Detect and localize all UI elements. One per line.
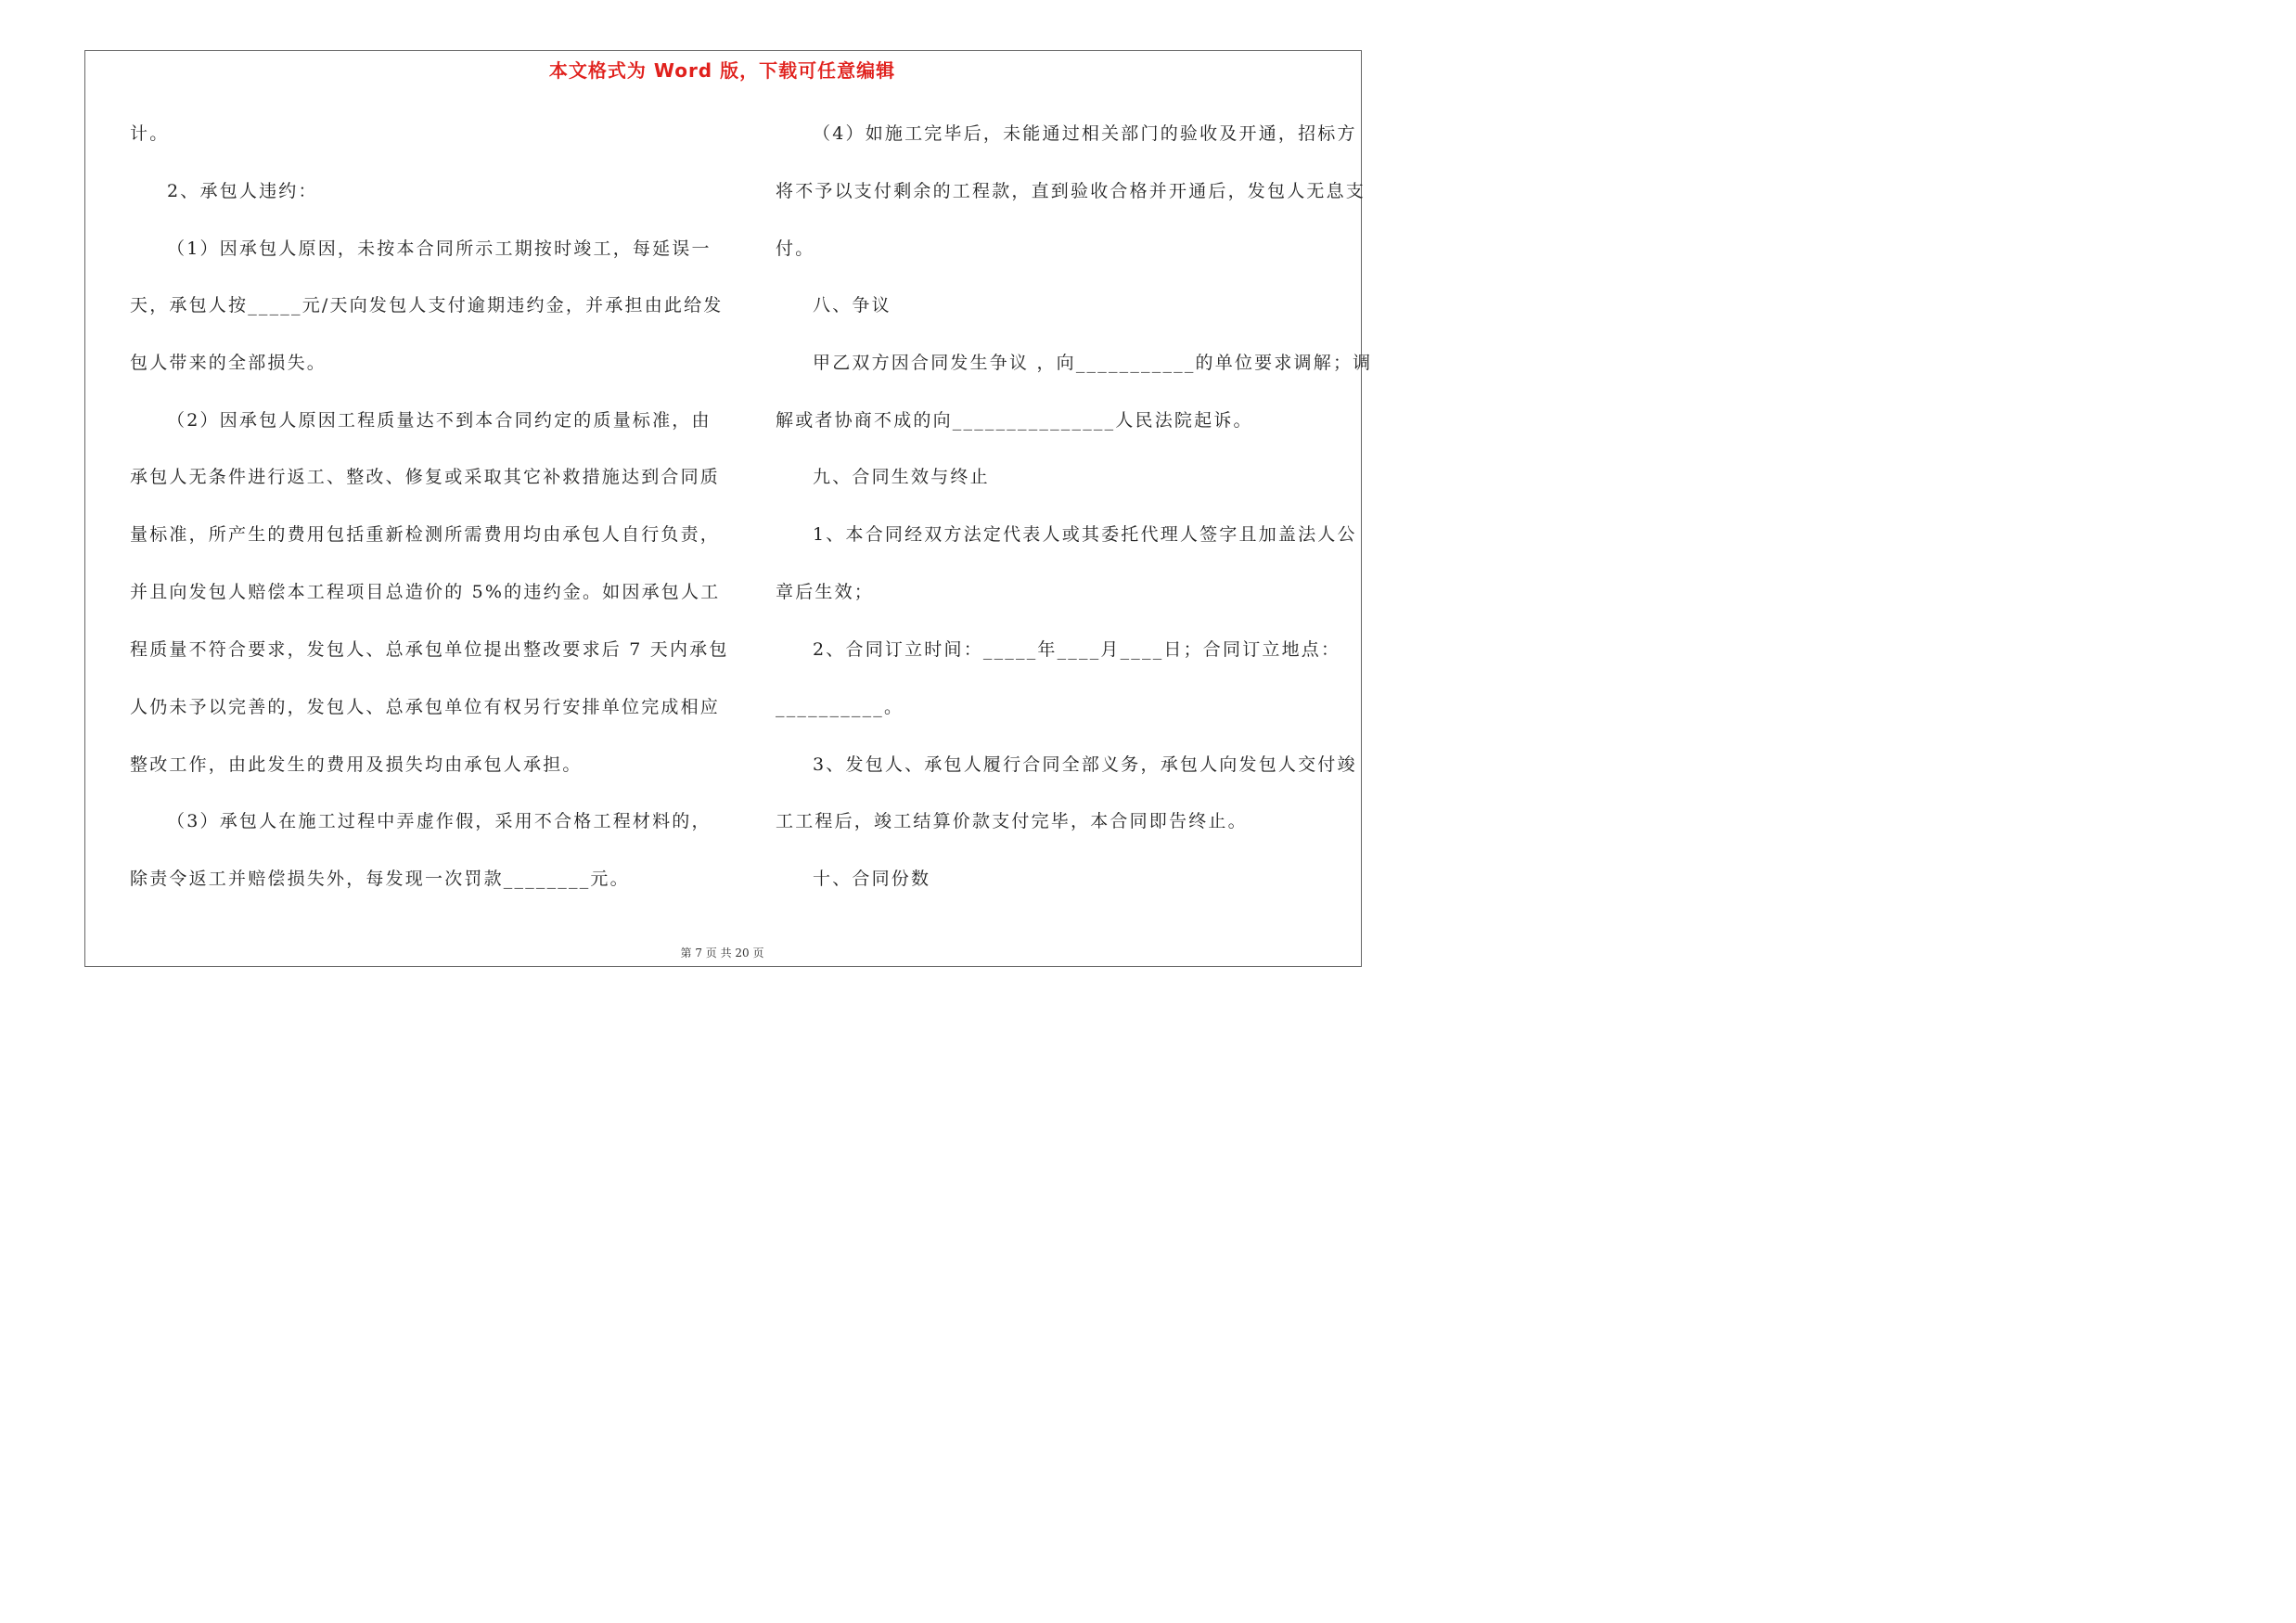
text-line: 3、发包人、承包人履行合同全部义务，承包人向发包人交付竣 xyxy=(813,754,1357,775)
text-line: 1、本合同经双方法定代表人或其委托代理人签字且加盖法人公 xyxy=(813,524,1357,545)
text-line: 解或者协商不成的向_______________人民法院起诉。 xyxy=(776,410,1253,431)
text-line: 2、合同订立时间：_____年____月____日；合同订立地点： xyxy=(813,639,1341,660)
text-line: 2、承包人违约： xyxy=(167,181,318,201)
text-line: 承包人无条件进行返工、整改、修复或采取其它补救措施达到合同质 xyxy=(130,467,721,487)
page-number: 第 7 页 共 20 页 xyxy=(680,947,764,960)
format-banner: 本文格式为 Word 版，下载可任意编辑 xyxy=(548,59,896,82)
text-line: __________。 xyxy=(776,697,904,717)
text-line: 将不予以支付剩余的工程款，直到验收合格并开通后，发包人无息支 xyxy=(776,181,1366,201)
text-line: 整改工作，由此发生的费用及损失均由承包人承担。 xyxy=(130,754,583,775)
text-line: （3）承包人在施工过程中弄虚作假，采用不合格工程材料的， xyxy=(167,811,712,831)
text-line: 工工程后，竣工结算价款支付完毕，本合同即告终止。 xyxy=(776,811,1248,831)
text-line: 甲乙双方因合同发生争议 ，向___________的单位要求调解；调 xyxy=(813,353,1373,373)
text-line: 计。 xyxy=(130,123,170,144)
text-line: 人仍未予以完善的，发包人、总承包单位有权另行安排单位完成相应 xyxy=(130,697,721,717)
text-line: 包人带来的全部损失。 xyxy=(130,353,327,373)
text-line: （4）如施工完毕后，未能通过相关部门的验收及开通，招标方 xyxy=(813,123,1357,144)
text-line: 除责令返工并赔偿损失外，每发现一次罚款________元。 xyxy=(130,869,630,889)
text-line: 天，承包人按_____元/天向发包人支付逾期违约金，并承担由此给发 xyxy=(130,295,724,316)
text-line: 量标准，所产生的费用包括重新检测所需费用均由承包人自行负责， xyxy=(130,524,721,545)
text-line: 程质量不符合要求，发包人、总承包单位提出整改要求后 7 天内承包 xyxy=(130,639,729,660)
text-line: 章后生效； xyxy=(776,582,875,602)
text-line: （2）因承包人原因工程质量达不到本合同约定的质量标准，由 xyxy=(167,410,712,431)
text-line: 并且向发包人赔偿本工程项目总造价的 5%的违约金。如因承包人工 xyxy=(130,582,721,602)
text-line: （1）因承包人原因，未按本合同所示工期按时竣工，每延误一 xyxy=(167,238,712,259)
section-heading: 十、合同份数 xyxy=(813,869,931,889)
text-line: 付。 xyxy=(776,238,815,259)
section-heading: 八、争议 xyxy=(813,295,891,316)
section-heading: 九、合同生效与终止 xyxy=(813,467,990,487)
